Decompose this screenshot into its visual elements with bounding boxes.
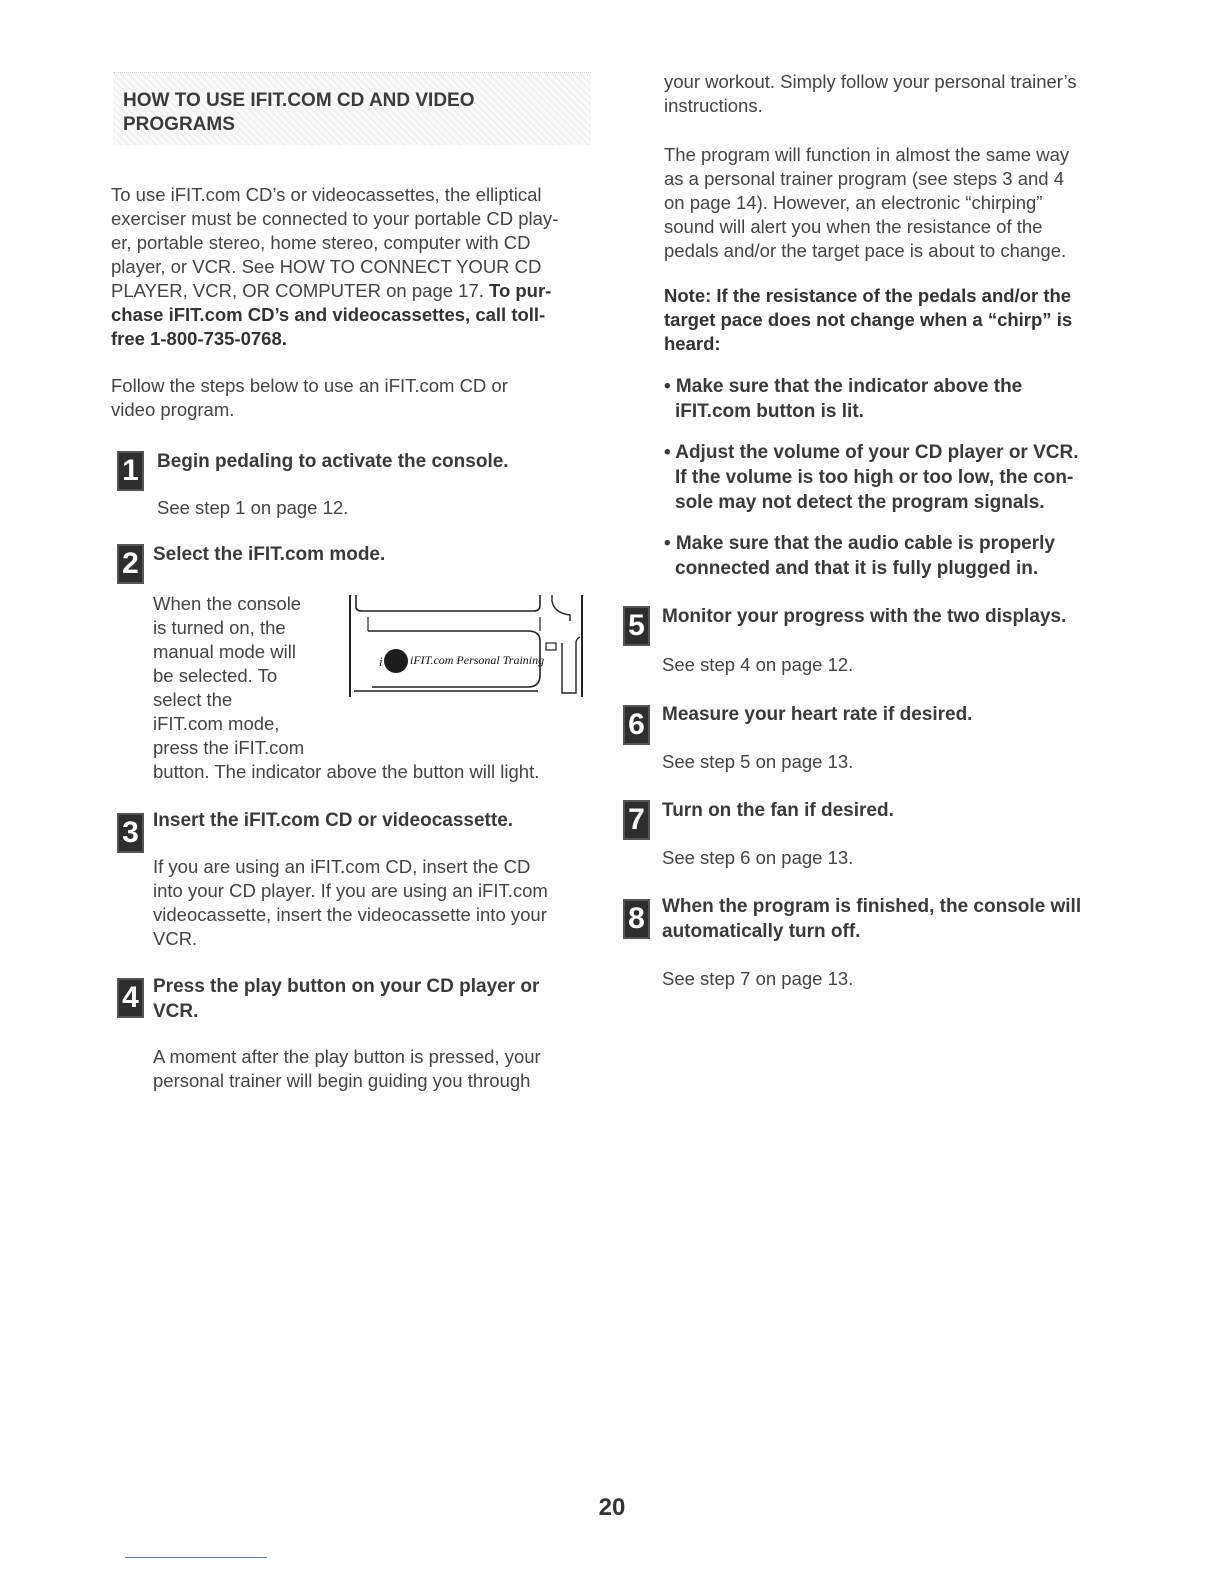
step-1-title: Begin pedaling to activate the console. bbox=[157, 451, 509, 472]
program-line: pedals and/or the target pace is about to change. bbox=[664, 240, 1067, 261]
follow-line: Follow the steps below to use an iFIT.com CD or bbox=[111, 375, 508, 396]
phone-number-line: free 1-800-735-0768. bbox=[111, 328, 287, 349]
note-line: heard: bbox=[664, 333, 721, 354]
bullet-line: iFIT.com button is lit. bbox=[675, 401, 864, 422]
step-2-number-icon: 2 bbox=[117, 544, 144, 584]
step-4-body bbox=[153, 1045, 541, 1093]
section-heading-box bbox=[113, 72, 591, 145]
svg-text:i: i bbox=[379, 654, 383, 669]
step-2-body-line: be selected. To bbox=[153, 665, 278, 686]
step-4-title-line: Press the play button on your CD player or bbox=[153, 976, 540, 997]
continued-line: instructions. bbox=[664, 95, 763, 116]
intro-text: PLAYER, VCR, OR COMPUTER on page 17. bbox=[111, 280, 490, 301]
step-7-title: Turn on the fan if desired. bbox=[662, 800, 894, 821]
step-2-body-line: button. The indicator above the button will light. bbox=[153, 761, 540, 782]
intro-line bbox=[111, 279, 591, 303]
step-3-number-icon: 3 bbox=[117, 813, 144, 853]
step-8-body: See step 7 on page 13. bbox=[662, 968, 854, 989]
step-2-body-line: manual mode will bbox=[153, 641, 296, 662]
console-ifit-button-figure bbox=[348, 593, 584, 697]
program-paragraph bbox=[664, 143, 1069, 263]
step-5-body: See step 4 on page 12. bbox=[662, 654, 854, 675]
step-6-title: Measure your heart rate if desired. bbox=[662, 704, 973, 725]
step-3-title: Insert the iFIT.com CD or videocassette. bbox=[153, 810, 514, 831]
step-8-number-icon: 8 bbox=[623, 899, 650, 939]
intro-bold-text: To pur- bbox=[489, 280, 552, 301]
section-heading-line1: HOW TO USE IFIT.COM CD AND VIDEO bbox=[123, 90, 475, 111]
step-4-body-line: A moment after the play button is pressed, your bbox=[153, 1046, 541, 1067]
step-4-body-line: personal trainer will begin guiding you through bbox=[153, 1070, 531, 1091]
step-1-number-icon: 1 bbox=[117, 451, 144, 491]
step-8-title bbox=[662, 894, 1081, 944]
intro-paragraph bbox=[111, 183, 591, 351]
step-6-body: See step 5 on page 13. bbox=[662, 751, 854, 772]
step-7-number-icon: 7 bbox=[623, 800, 650, 840]
bullet-adjust-volume bbox=[664, 440, 1079, 515]
step-8-title-line: When the program is finished, the console will bbox=[662, 896, 1082, 917]
step-3-body-line: into your CD player. If you are using an iFIT.com bbox=[153, 880, 548, 901]
bullet-audio-cable bbox=[664, 531, 1055, 581]
step-5-number-icon: 5 bbox=[623, 606, 650, 646]
section-heading bbox=[123, 89, 475, 137]
console-illustration bbox=[348, 593, 584, 697]
step-3-body-line: VCR. bbox=[153, 928, 198, 949]
program-line: sound will alert you when the resistance of the bbox=[664, 216, 1043, 237]
follow-paragraph bbox=[111, 374, 591, 422]
section-heading-line2: PROGRAMS bbox=[123, 114, 235, 135]
page-number: 20 bbox=[598, 1494, 626, 1521]
step-5-title: Monitor your progress with the two displays. bbox=[662, 606, 1067, 627]
step-4-title-line: VCR. bbox=[153, 1001, 199, 1022]
step-8-title-line: automatically turn off. bbox=[662, 921, 861, 942]
step-2-body-line: press the iFIT.com bbox=[153, 737, 305, 758]
footer-divider bbox=[125, 1557, 267, 1558]
bullet-line: connected and that it is fully plugged in. bbox=[675, 558, 1039, 579]
program-line: as a personal trainer program (see steps 3 and 4 bbox=[664, 168, 1065, 189]
bullet-line: sole may not detect the program signals. bbox=[675, 492, 1045, 513]
intro-line: To use iFIT.com CD’s or videocassettes, the elliptical bbox=[111, 184, 542, 205]
figure-label: iFIT.com Personal Training bbox=[410, 653, 545, 667]
step-2-body-line: select the bbox=[153, 689, 233, 710]
continued-line: your workout. Simply follow your personal trainer’s bbox=[664, 71, 1077, 92]
bullet-indicator-lit bbox=[664, 374, 1022, 424]
step-4-title bbox=[153, 974, 539, 1024]
step-1-body: See step 1 on page 12. bbox=[157, 497, 349, 518]
step-7-body: See step 6 on page 13. bbox=[662, 847, 854, 868]
step-6-number-icon: 6 bbox=[623, 705, 650, 745]
follow-line: video program. bbox=[111, 399, 235, 420]
step-3-body-line: videocassette, insert the videocassette into your bbox=[153, 904, 547, 925]
step-3-body bbox=[153, 855, 548, 951]
note-paragraph bbox=[664, 284, 1072, 356]
program-line: The program will function in almost the same way bbox=[664, 144, 1070, 165]
intro-line: player, or VCR. See HOW TO CONNECT YOUR CD bbox=[111, 256, 542, 277]
note-line: Note: If the resistance of the pedals and/or the bbox=[664, 285, 1072, 306]
order-info-line: chase iFIT.com CD’s and videocassettes, call toll- bbox=[111, 304, 546, 325]
continued-paragraph bbox=[664, 70, 1077, 118]
step-4-number-icon: 4 bbox=[117, 978, 144, 1018]
bullet-line: If the volume is too high or too low, the con- bbox=[675, 467, 1074, 488]
bullet-line: • Adjust the volume of your CD player or VCR. bbox=[664, 442, 1079, 463]
step-2-body-line: iFIT.com mode, bbox=[153, 713, 280, 734]
program-line: on page 14). However, an electronic “chirping” bbox=[664, 192, 1043, 213]
note-line: target pace does not change when a “chirp” is bbox=[664, 309, 1073, 330]
intro-line: exerciser must be connected to your portable CD play- bbox=[111, 208, 559, 229]
bullet-line: • Make sure that the audio cable is properly bbox=[664, 533, 1055, 554]
step-2-title: Select the iFIT.com mode. bbox=[153, 544, 386, 565]
step-3-body-line: If you are using an iFIT.com CD, insert the CD bbox=[153, 856, 531, 877]
step-2-body-line: is turned on, the bbox=[153, 617, 286, 638]
bullet-line: • Make sure that the indicator above the bbox=[664, 376, 1023, 397]
step-2-body-line: When the console bbox=[153, 593, 302, 614]
intro-line: er, portable stereo, home stereo, computer with CD bbox=[111, 232, 531, 253]
